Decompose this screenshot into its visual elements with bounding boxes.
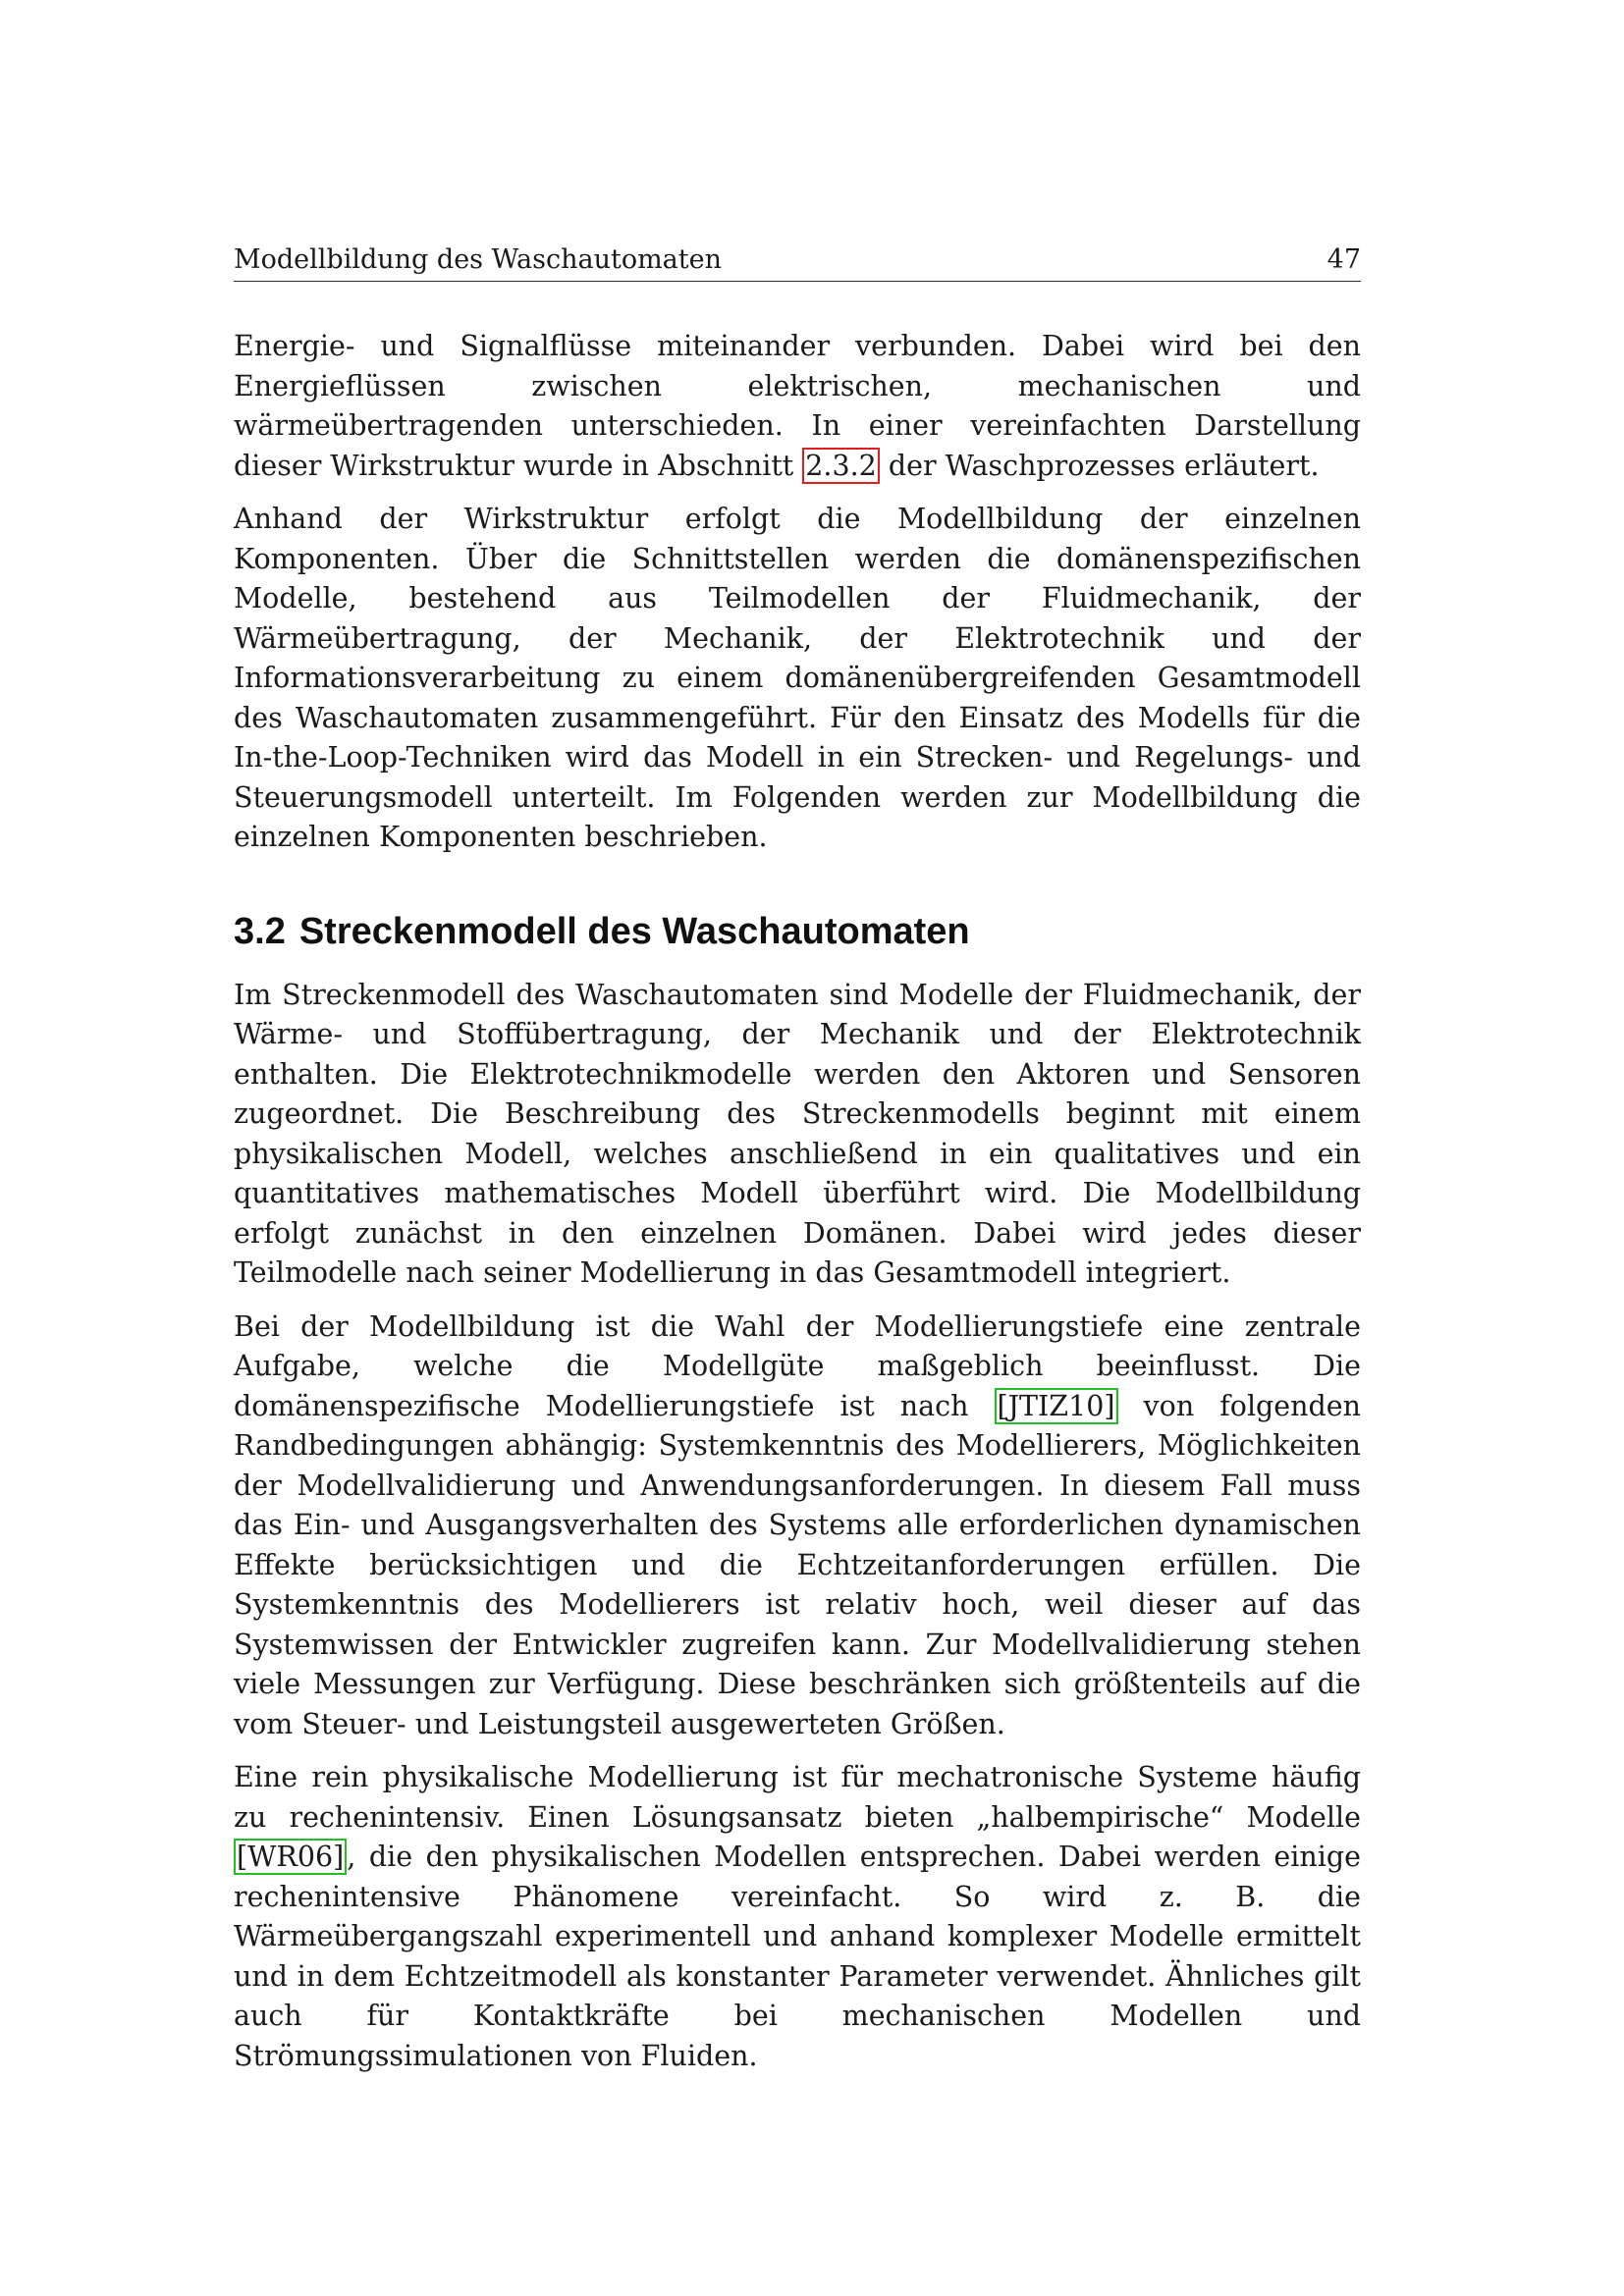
paragraph-2: Anhand der Wirkstruktur erfolgt die Modellbildung der einzelnen Komponenten. Über die Schnittstellen werden die domänenspezifischen Modelle, bestehend aus Teilmodellen der Fluidmechanik, der Wärmeübertragung, der Mechanik, der Elektrotechnik und der Informationsverarbeitung zu einem domänenübergreifenden Gesamtmodell des Waschautomaten zusammengeführt. Für den Einsatz des Modells für die In-the-Loop-Techniken wird das Modell in ein Strecken- und Regelungs- und Steuerungsmodell unterteilt. Im Folgenden werden zur Modellbildung die einzelnen Komponenten beschrieben. bbox=[234, 503, 1361, 853]
running-head-title: Modellbildung des Waschautomaten bbox=[234, 244, 722, 275]
section-heading bbox=[234, 909, 1361, 954]
citation-link-jtiz10[interactable]: [JTIZ10] bbox=[995, 1388, 1118, 1424]
citation-link-wr06[interactable]: [WR06] bbox=[234, 1839, 347, 1875]
body-text bbox=[234, 327, 1361, 2076]
page-number: 47 bbox=[1326, 244, 1361, 275]
section-reference-link[interactable]: 2.3.2 bbox=[802, 448, 880, 484]
paragraph-4 bbox=[234, 1308, 1361, 1745]
section-title: Streckenmodell des Waschautomaten bbox=[298, 910, 970, 952]
page bbox=[234, 243, 1361, 2076]
paragraph-3: Im Streckenmodell des Waschautomaten sind Modelle der Fluidmechanik, der Wärme- und Stoffübertragung, der Mechanik und der Elektrotechnik enthalten. Die Elektrotechnikmodelle werden den Aktoren und Sensoren zugeordnet. Die Beschreibung des Streckenmodells beginnt mit einem physikalischen Modell, welches anschließend in ein qualitatives und ein quantitatives mathematisches Modell überführt wird. Die Modellbildung erfolgt zunächst in den einzelnen Domänen. Dabei wird jedes dieser Teilmodelle nach seiner Modellierung in das Gesamtmodell integriert. bbox=[234, 978, 1361, 1289]
paragraph-1 bbox=[234, 327, 1361, 486]
running-header bbox=[234, 243, 1361, 282]
paragraph-4-text-a: Bei der Modellbildung ist die Wahl der Modellierungstiefe eine zentrale Aufgabe, welche die Modellgüte maßgeblich beeinflusst. Die domänenspezifische Modellierungstiefe ist nach bbox=[234, 1309, 1361, 1422]
paragraph-5-text-b: , die den physikalischen Modellen entsprechen. Dabei werden einige rechenintensive Phänomene vereinfacht. So wird z. B. die Wärmeübergangszahl experimentell und anhand komplexer Modelle ermittelt und in dem Echtzeitmodell als konstanter Parameter verwendet. Ähnliches gilt auch für Kontaktkräfte bei mechanischen Modellen und Strömungssimulationen von Fluiden. bbox=[234, 1841, 1361, 2072]
paragraph-1-text-a: Energie- und Signalflüsse miteinander verbunden. Dabei wird bei den Energieflüssen zwischen elektrischen, mechanischen und wärmeübertragenden unterschieden. In einer vereinfachten Darstellung dieser Wirkstruktur wurde in Abschnitt bbox=[234, 330, 1361, 482]
paragraph-5-text-a: Eine rein physikalische Modellierung ist für mechatronische Systeme häufig zu rechenintensiv. Einen Lösungsansatz bieten „halbempirische“ Modelle bbox=[234, 1761, 1361, 1834]
paragraph-4-text-b: von folgenden Randbedingungen abhängig: Systemkenntnis des Modellierers, Möglichkeiten der Modellvalidierung und Anwendungsanforderungen. In diesem Fall muss das Ein- und Ausgangsverhalten des Systems alle erforderlichen dynamischen Effekte berücksichtigen und die Echtzeitanforderungen erfüllen. Die Systemkenntnis des Modellierers ist relativ hoch, weil dieser auf das Systemwissen der Entwickler zugreifen kann. Zur Modellvalidierung stehen viele Messungen zur Verfügung. Diese beschränken sich größtenteils auf die vom Steuer- und Leistungsteil ausgewerteten Größen. bbox=[234, 1389, 1361, 1740]
section-number: 3.2 bbox=[234, 910, 286, 952]
paragraph-5 bbox=[234, 1758, 1361, 2076]
paragraph-1-text-b: der Waschprozesses erläutert. bbox=[879, 449, 1320, 482]
